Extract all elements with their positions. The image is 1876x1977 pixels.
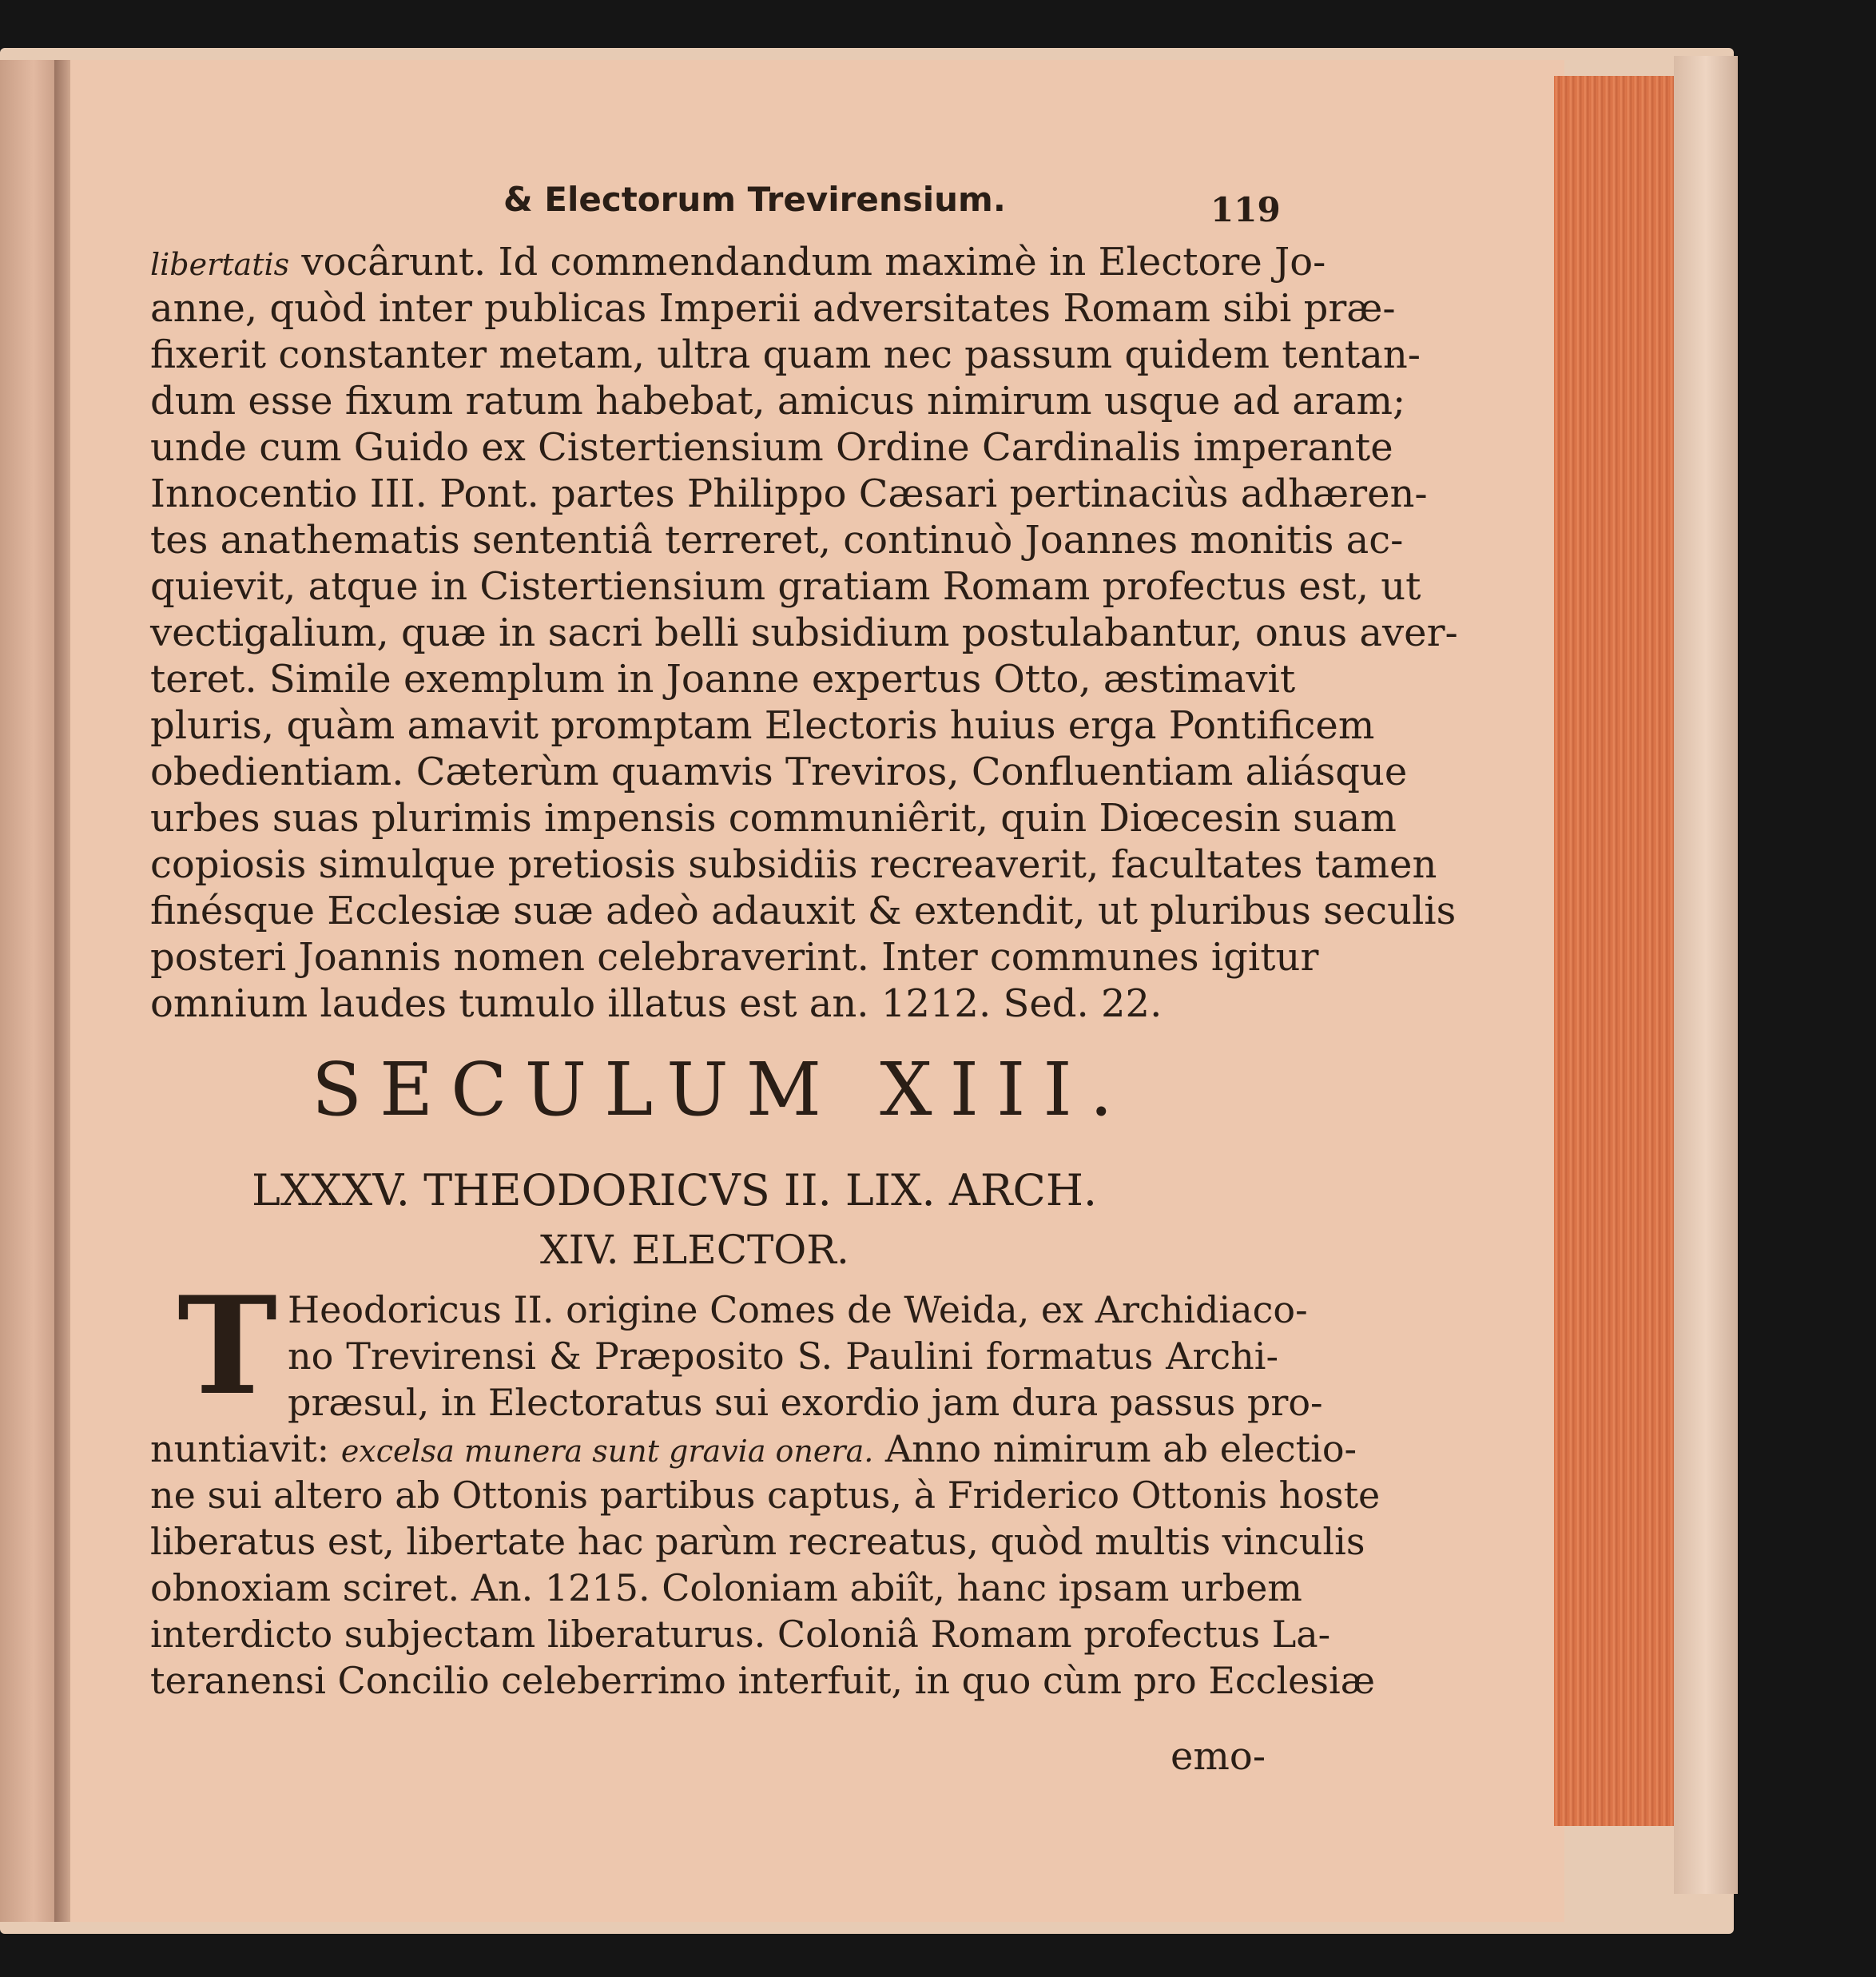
- cover-edge: [1674, 56, 1738, 1894]
- page-number: 119: [1210, 190, 1281, 229]
- left-page-edge: [0, 60, 56, 1922]
- italic-word: libertatis: [150, 247, 290, 282]
- text-line: tes anathematis sententiâ terreret, continuò Joannes monitis ac-: [150, 518, 1404, 563]
- chapter-subheading: XIV. ELECTOR.: [540, 1227, 849, 1273]
- drop-cap: T: [177, 1267, 278, 1425]
- italic-quote: excelsa munera sunt gravia onera.: [340, 1434, 874, 1469]
- text-span: nuntiavit:: [150, 1427, 330, 1470]
- text-line: pluris, quàm amavit promptam Electoris huius erga Pontificem: [150, 703, 1375, 748]
- text-line: unde cum Guido ex Cistertiensium Ordine Cardinalis imperante: [150, 425, 1393, 470]
- text-span: Anno nimirum ab electio-: [884, 1427, 1357, 1470]
- text-line: copiosis simulque pretiosis subsidiis recreaverit, facultates tamen: [150, 842, 1437, 887]
- chapter-heading: LXXXV. THEODORICVS II. LIX. ARCH.: [252, 1165, 1098, 1215]
- text-line: ne sui altero ab Ottonis partibus captus, à Friderico Ottonis hoste: [150, 1474, 1381, 1517]
- text-line: omnium laudes tumulo illatus est an. 1212. Sed. 22.: [150, 981, 1163, 1026]
- section-title: SECULUM XIII.: [312, 1047, 1131, 1132]
- text-line: obedientiam. Cæterùm quamvis Treviros, Confluentiam aliásque: [150, 750, 1408, 794]
- text-line: vectigalium, quæ in sacri belli subsidium postulabantur, onus aver-: [150, 611, 1458, 655]
- text-line: quievit, atque in Cistertiensium gratiam Romam profectus est, ut: [150, 564, 1421, 609]
- text-line: teranensi Concilio celeberrimo interfuit, in quo cùm pro Ecclesiæ: [150, 1659, 1375, 1702]
- text-line: fixerit constanter metam, ultra quam nec passum quidem tentan-: [150, 332, 1421, 377]
- text-line: teret. Simile exemplum in Joanne expertus Otto, æstimavit: [150, 657, 1296, 702]
- text-line: præsul, in Electoratus sui exordio jam dura passus pro-: [288, 1381, 1323, 1424]
- text-line: liberatus est, libertate hac parùm recreatus, quòd multis vinculis: [150, 1520, 1365, 1563]
- text-line: [150, 240, 1326, 284]
- text-line: urbes suas plurimis impensis communiêrit, quin Diœcesin suam: [150, 796, 1397, 841]
- text-line: anne, quòd inter publicas Imperii adversitates Romam sibi præ-: [150, 286, 1396, 331]
- text-line: obnoxiam sciret. An. 1215. Coloniam abiît, hanc ipsam urbem: [150, 1566, 1302, 1609]
- text-line: finésque Ecclesiæ suæ adeò adauxit & extendit, ut pluribus seculis: [150, 889, 1457, 933]
- text-line: [150, 1427, 1357, 1470]
- text-line: no Trevirensi & Præposito S. Paulini formatus Archi-: [288, 1335, 1278, 1378]
- page-block-edge: [1554, 76, 1674, 1826]
- catchword: emo-: [1171, 1734, 1266, 1779]
- text-line: Innocentio III. Pont. partes Philippo Cæsari pertinaciùs adhæren-: [150, 471, 1428, 516]
- book-gutter: [54, 60, 72, 1922]
- text-line: Heodoricus II. origine Comes de Weida, ex Archidiaco-: [288, 1288, 1308, 1331]
- text-line: interdicto subjectam liberaturus. Coloniâ Romam profectus La-: [150, 1613, 1331, 1656]
- running-head: & Electorum Trevirensium.: [503, 180, 1006, 219]
- text-span: vocârunt. Id commendandum maximè in Electore Jo-: [301, 240, 1326, 284]
- text-line: dum esse fixum ratum habebat, amicus nimirum usque ad aram;: [150, 379, 1406, 424]
- text-line: posteri Joannis nomen celebraverint. Inter communes igitur: [150, 935, 1319, 980]
